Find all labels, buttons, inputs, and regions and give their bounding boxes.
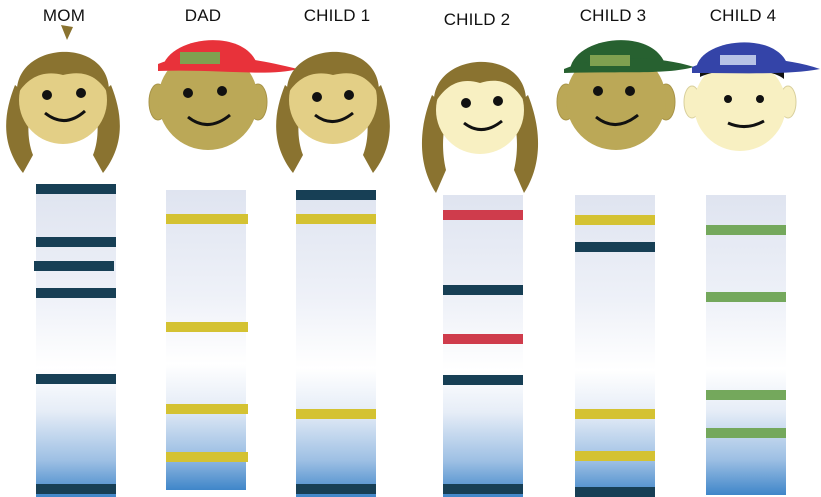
label-child-4: CHILD 4 [709, 6, 777, 25]
gel-lane-child-4 [706, 195, 786, 495]
gel-band [166, 404, 248, 414]
gel-band [575, 242, 655, 252]
gel-lane-child-1 [296, 190, 376, 497]
gel-band [36, 237, 116, 247]
gel-band [443, 334, 523, 344]
gel-lane-mom [36, 190, 116, 497]
gel-band [36, 484, 116, 494]
gel-band [296, 190, 376, 200]
gel-lane-child-3 [575, 195, 655, 497]
label-child-1: CHILD 1 [303, 6, 371, 25]
gel-band [443, 484, 523, 494]
gel-band [166, 214, 248, 224]
label-child-3: CHILD 3 [579, 6, 647, 25]
gel-band [706, 292, 786, 302]
gel-band [575, 215, 655, 225]
gel-band [166, 322, 248, 332]
gel-band [34, 261, 114, 271]
gel-band [575, 451, 655, 461]
gel-band [706, 390, 786, 400]
gel-band [36, 288, 116, 298]
gel-band [443, 375, 523, 385]
dad-face-icon [149, 40, 298, 150]
child-3-face-icon [557, 40, 694, 150]
label-dad: DAD [184, 6, 222, 25]
child-2-face-icon [422, 62, 538, 193]
gel-band [296, 409, 376, 419]
mom-face-icon [6, 25, 120, 173]
child-4-face-icon [684, 42, 820, 151]
gel-band [443, 285, 523, 295]
gel-band [36, 184, 116, 194]
gel-band [296, 484, 376, 494]
gel-lane-child-2 [443, 195, 523, 497]
gel-band [575, 409, 655, 419]
faces-illustration [0, 0, 821, 200]
label-mom: MOM [42, 6, 86, 25]
gel-band [706, 428, 786, 438]
gel-band [166, 452, 248, 462]
gel-lane-dad [166, 190, 246, 490]
gel-band [36, 374, 116, 384]
gel-band [575, 487, 655, 497]
gel-band [706, 225, 786, 235]
gel-band [443, 210, 523, 220]
label-child-2: CHILD 2 [443, 10, 511, 29]
gel-band [296, 214, 376, 224]
